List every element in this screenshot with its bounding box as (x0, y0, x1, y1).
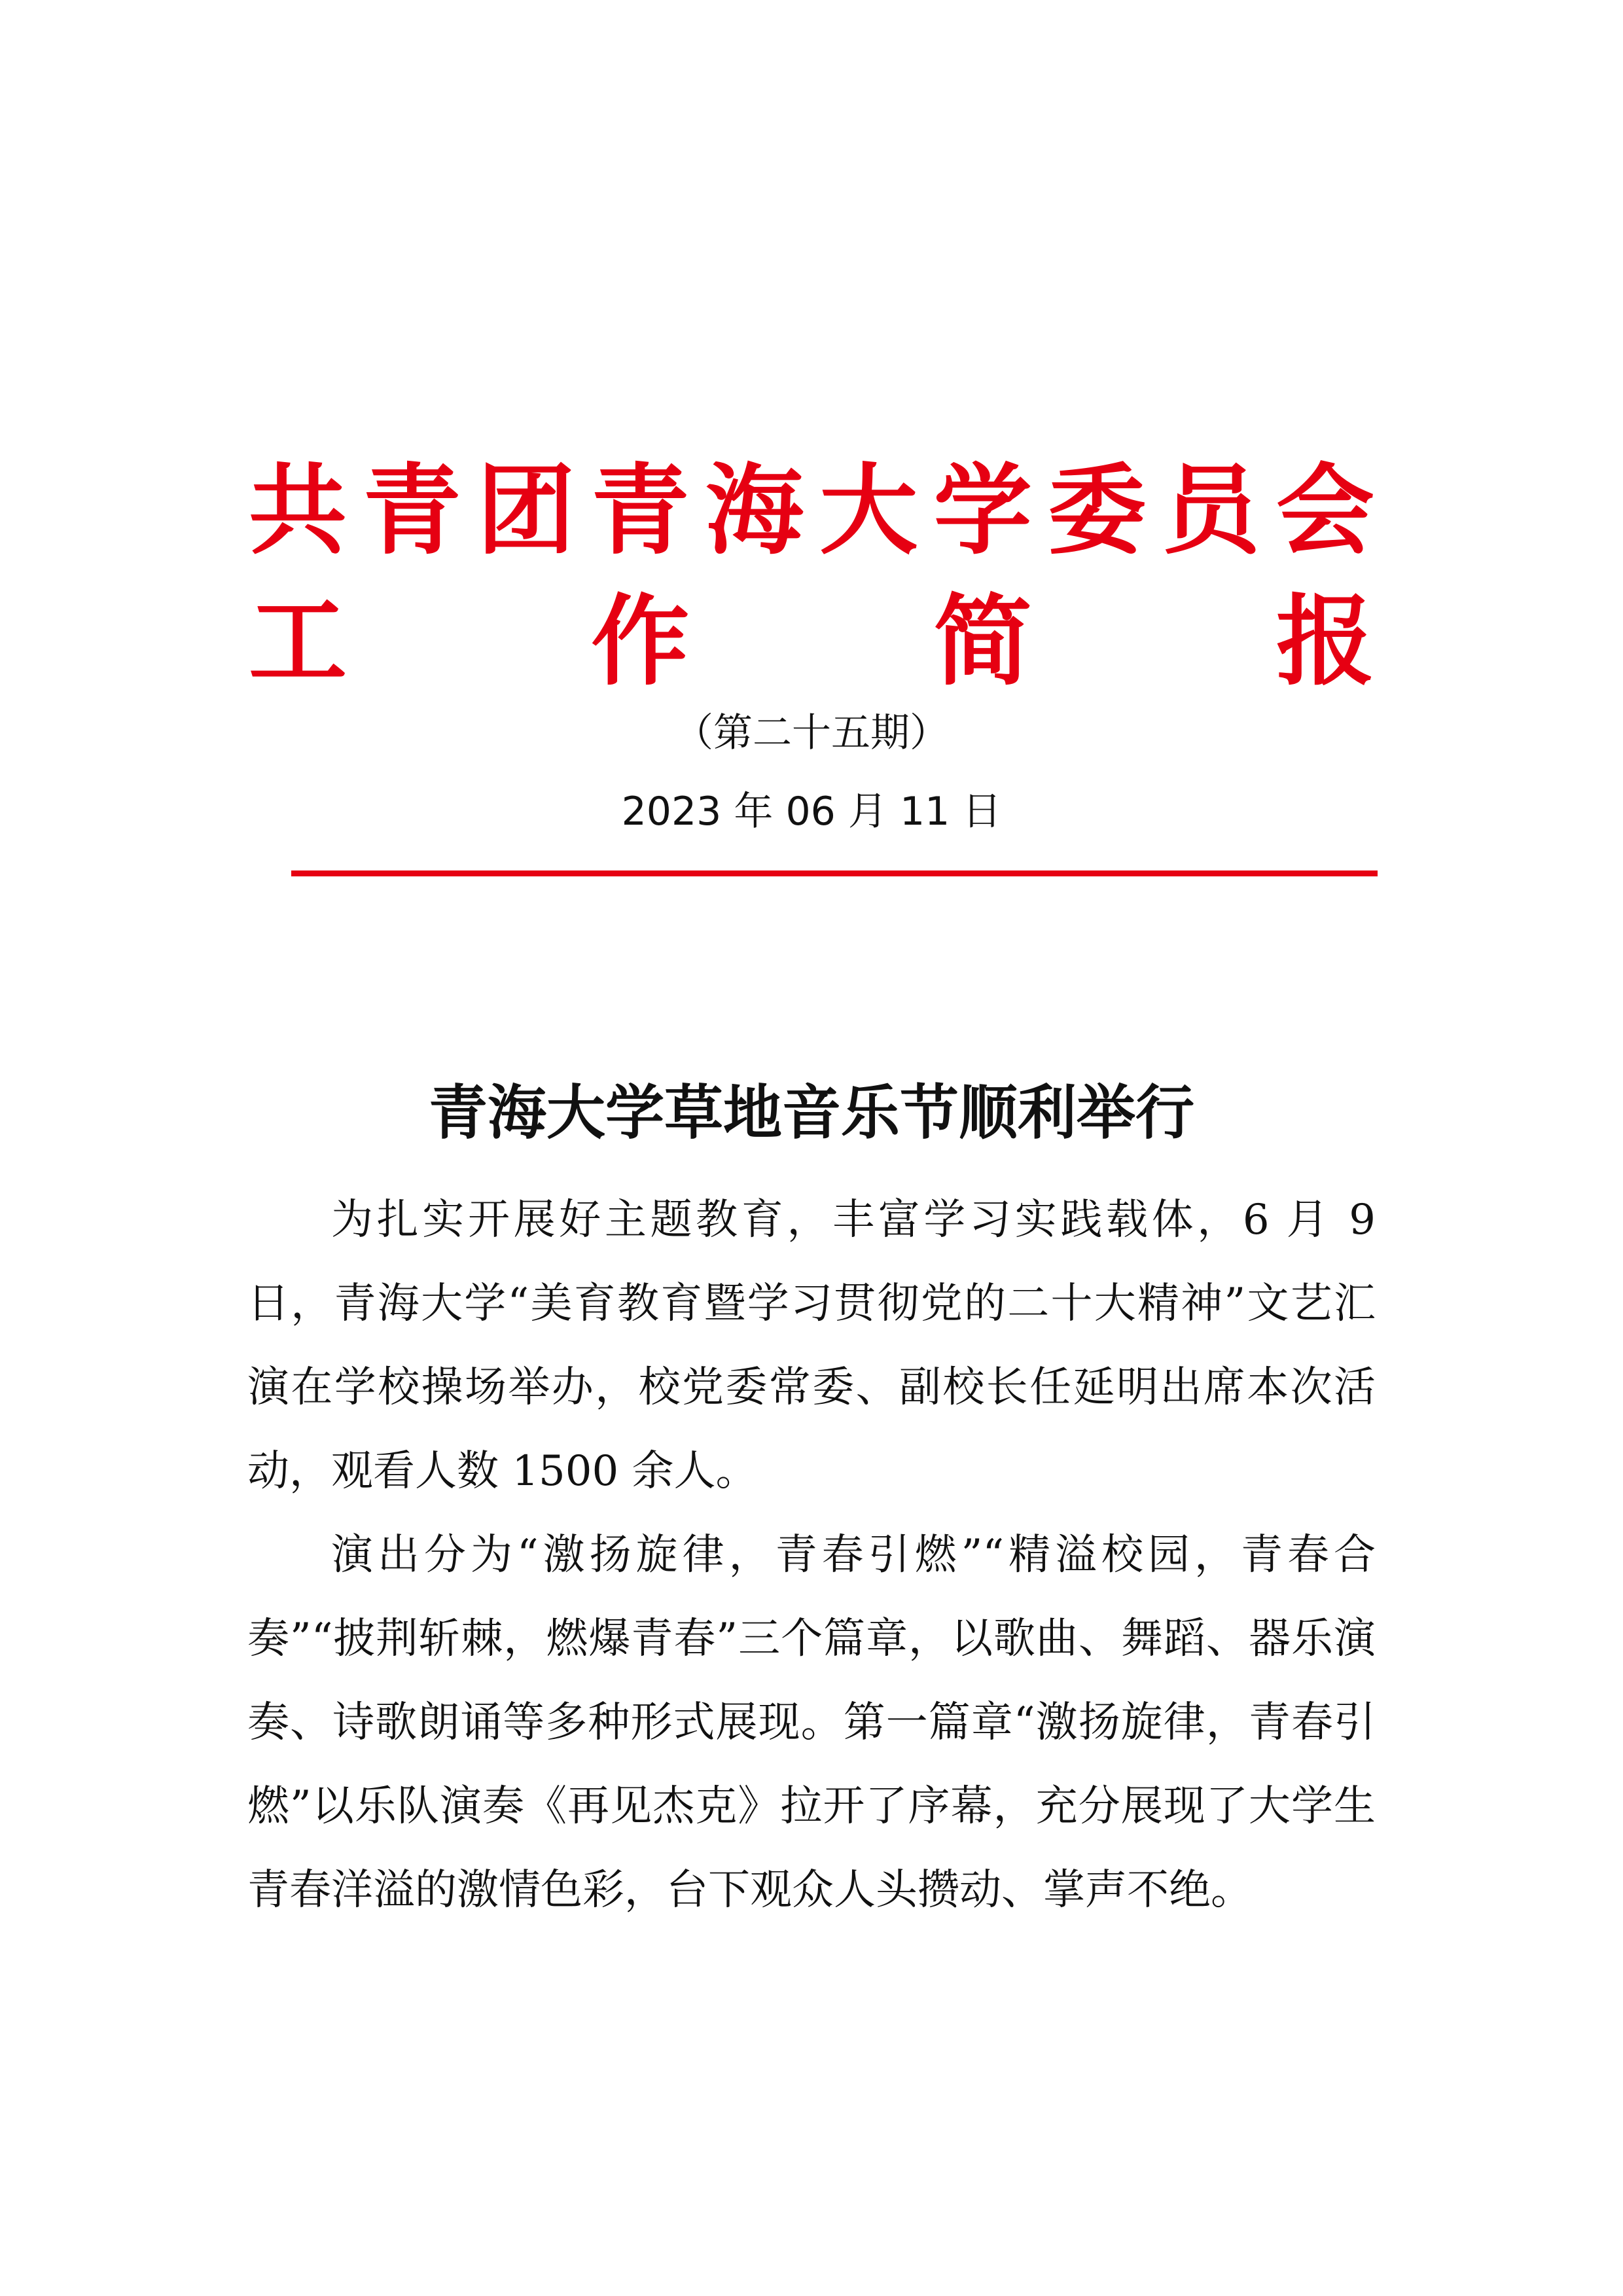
masthead-char: 委 (1048, 453, 1147, 568)
masthead-char: 海 (705, 453, 804, 568)
paragraph: 为扎实开展好主题教育，丰富学习实践载体，6 月 9 日，青海大学“美育教育暨学习贯彻党的二十大精神”文艺汇演在学校操场举办，校党委常委、副校长任延明出席本次活动，观看人数 1500 余人。 (247, 1196, 1376, 1496)
issue-number: （第二十五期） (674, 710, 949, 756)
masthead-title-char: 工 (249, 584, 348, 699)
article-body (247, 1178, 1376, 1932)
masthead-char: 员 (1162, 453, 1260, 568)
masthead-char: 共 (249, 453, 348, 568)
masthead-title-char: 作 (591, 584, 690, 699)
issue-date: 2023 年 06 月 11 日 (621, 789, 1002, 834)
red-divider (291, 870, 1378, 876)
paragraph: 演出分为“激扬旋律，青春引燃”“精溢校园，青春合奏”“披荆斩棘，燃爆青春”三个篇章，以歌曲、舞蹈、器乐演奏、诗歌朗诵等多种形式展现。第一篇章“激扬旋律，青春引燃”以乐队演奏《再见杰克》拉开了序幕，充分展现了大学生青春洋溢的激情色彩，台下观众人头攒动、掌声不绝。 (247, 1531, 1376, 1914)
masthead-char: 青 (363, 453, 461, 568)
masthead-char: 大 (819, 453, 918, 568)
masthead-char: 青 (591, 453, 690, 568)
masthead-title (249, 576, 1374, 707)
masthead-char: 学 (933, 453, 1032, 568)
masthead-char: 团 (476, 453, 575, 568)
masthead-title-char: 报 (1275, 584, 1374, 699)
masthead-title-char: 简 (933, 584, 1032, 699)
masthead-organization (249, 445, 1374, 576)
article-title: 青海大学草地音乐节顺利举行 (429, 1078, 1194, 1147)
masthead-char: 会 (1275, 453, 1374, 568)
